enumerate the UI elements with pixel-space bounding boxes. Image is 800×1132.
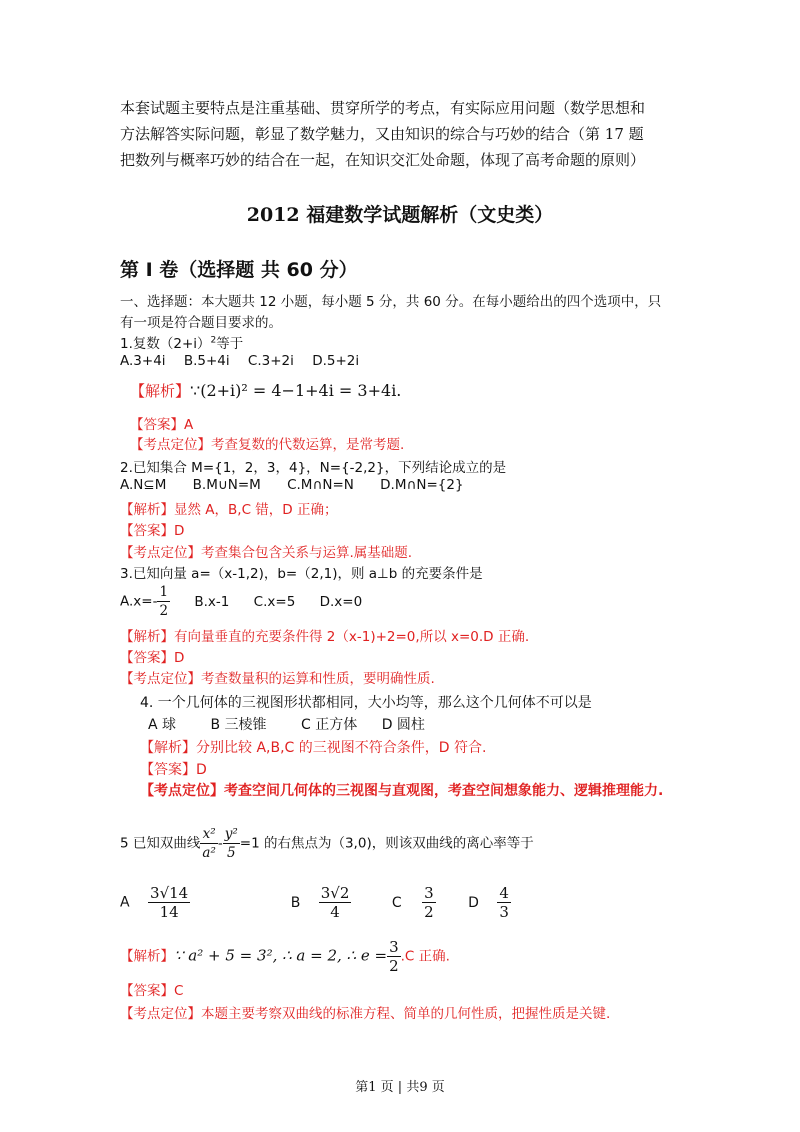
q4-option-c: C 正方体: [301, 717, 358, 733]
q3-fraction-numerator: 1: [159, 584, 169, 600]
q5-option-c-denominator: 2: [424, 903, 434, 921]
q4-answer: 【答案】D: [140, 762, 207, 778]
q5-fraction-x-denominator: a²: [202, 845, 216, 861]
q3-options: [120, 583, 362, 620]
q5-option-b-label: B: [290, 894, 301, 911]
q5-options: [120, 884, 511, 921]
q5-stem-prefix: 5 已知双曲线: [120, 835, 201, 852]
q1-stem-sup: 2: [210, 335, 217, 346]
q5-option-c-fraction: [422, 884, 436, 921]
q3-option-a-fraction: [157, 583, 170, 620]
q3-fraction-denominator: 2: [159, 603, 169, 619]
q5-fraction-y-numerator: y²: [224, 826, 238, 842]
intro-line: 把数列与概率巧妙的结合在一起，在知识交汇处命题，体现了高考命题的原则）: [120, 151, 646, 169]
q5-option-b-denominator: 4: [330, 903, 340, 921]
q3-answer: 【答案】D: [120, 650, 185, 666]
q5-analysis-denominator: 2: [389, 957, 399, 975]
q5-stem: [120, 825, 534, 862]
q1-option-b: B.5+4i: [183, 353, 230, 369]
intro-line: 方法解答实际问题，彰显了数学魅力，又由知识的综合与巧妙的结合（第 17 题: [120, 125, 644, 143]
q5-option-a-denominator: 14: [159, 903, 179, 921]
q1-answer: 【答案】A: [130, 417, 194, 433]
q5-option-d-denominator: 3: [499, 903, 509, 921]
q1-kaodian: 【考点定位】考查复数的代数运算，是常考题.: [130, 437, 405, 453]
q5-answer: 【答案】C: [120, 983, 184, 999]
instructions-line: 有一项是符合题目要求的。: [120, 315, 282, 331]
q1-option-d: D.5+2i: [312, 353, 360, 369]
q5-stem-suffix: =1 的右焦点为（3,0)，则该双曲线的离心率等于: [239, 835, 534, 852]
q5-fraction-x-numerator: x²: [200, 825, 217, 844]
q5-option-d-numerator: 4: [499, 884, 509, 902]
q5-analysis-end: .C 正确.: [400, 948, 450, 965]
q4-option-a: A 球: [148, 717, 177, 733]
q4-options: [148, 714, 425, 734]
q5-fraction-x: [200, 825, 217, 862]
q5-option-d-fraction: [497, 884, 511, 921]
q5-option-a-fraction: [148, 884, 190, 921]
q5-fraction-y-denominator: 5: [226, 845, 236, 861]
q4-analysis: 【解析】分别比较 A,B,C 的三视图不符合条件，D 符合.: [140, 740, 487, 756]
q5-option-d-label: D: [468, 894, 479, 911]
q3-option-c: C.x=5: [253, 593, 296, 610]
q5-option-c-label: C: [391, 894, 402, 911]
q2-answer: 【答案】D: [120, 523, 185, 539]
q4-stem: 4. 一个几何体的三视图形状都相同，大小均等，那么这个几何体不可以是: [140, 695, 592, 711]
q5-option-b-numerator: 3√2: [320, 884, 350, 902]
q2-stem: 2.已知集合 M={1，2，3，4}，N={-2,2}，下列结论成立的是: [120, 460, 507, 476]
q5-kaodian: 【考点定位】本题主要考察双曲线的标准方程、简单的几何性质，把握性质是关键.: [120, 1006, 611, 1022]
q1-analysis: [130, 380, 401, 401]
q5-fraction-y: [223, 825, 240, 862]
q1-stem-end: 等于: [216, 336, 244, 352]
q2-option-c: C.M∩N=N: [287, 477, 354, 493]
q3-option-d: D.x=0: [319, 593, 363, 610]
document-title: 2012 福建数学试题解析（文史类）: [246, 204, 554, 226]
q5-minus: -: [217, 835, 223, 852]
q1-options: [120, 353, 359, 369]
q5-option-a-numerator: 3√14: [150, 884, 189, 902]
q3-stem: 3.已知向量 a=（x-1,2)，b=（2,1)，则 a⊥b 的充要条件是: [120, 566, 483, 582]
q5-analysis-math: ∵ a² + 5 = 3², ∴ a = 2, ∴ e =: [174, 946, 388, 965]
q5-analysis-label: 【解析】: [120, 948, 174, 965]
q2-options: [120, 477, 464, 493]
q1-analysis-label: 【解析】: [130, 382, 191, 400]
q2-option-a: A.N⊆M: [120, 477, 167, 493]
q1-option-c: C.3+2i: [247, 353, 294, 369]
q2-analysis: 【解析】显然 A，B,C 错，D 正确；: [120, 502, 338, 518]
q3-option-b: B.x-1: [194, 593, 230, 610]
q4-option-d: D 圆柱: [381, 717, 425, 733]
q5-option-a-label: A: [120, 894, 130, 911]
q5-option-b-fraction: [319, 884, 352, 921]
page-footer: 第1 页 | 共9 页: [355, 1080, 445, 1095]
instructions-line: 一、选择题：本大题共 12 小题，每小题 5 分，共 60 分。在每小题给出的四个选项中，只: [120, 294, 662, 310]
intro-line: 本套试题主要特点是注重基础、贯穿所学的考点，有实际应用问题（数学思想和: [120, 99, 646, 117]
q3-kaodian: 【考点定位】考查数量积的运算和性质，要明确性质.: [120, 671, 435, 687]
q1-stem-text: 1.复数（2+i）: [120, 336, 211, 352]
q1-option-a: A.3+4i: [120, 353, 166, 369]
q2-kaodian: 【考点定位】考查集合包含关系与运算.属基础题.: [120, 545, 413, 561]
q1-analysis-math: ∵(2+i)² = 4−1+4i = 3+4i.: [190, 381, 402, 400]
q2-option-b: B.M∪N=M: [192, 477, 261, 493]
q5-analysis-numerator: 3: [389, 938, 399, 956]
q5-analysis: [120, 938, 450, 975]
q3-analysis: 【解析】有向量垂直的充要条件得 2（x-1)+2=0,所以 x=0.D 正确.: [120, 629, 530, 645]
intro-paragraph: [120, 95, 690, 173]
q4-option-b: B 三棱锥: [210, 717, 267, 733]
q1-stem: [120, 332, 243, 352]
q5-analysis-fraction: [387, 938, 401, 975]
section-heading: 第 I 卷（选择题 共 60 分）: [120, 259, 358, 281]
q5-option-c-numerator: 3: [424, 884, 434, 902]
q2-option-d: D.M∩N={2}: [380, 477, 464, 493]
q4-kaodian: 【考点定位】考查空间几何体的三视图与直观图，考查空间想象能力、逻辑推理能力.: [140, 783, 664, 799]
q3-option-a-prefix: A.x=-: [120, 593, 158, 610]
